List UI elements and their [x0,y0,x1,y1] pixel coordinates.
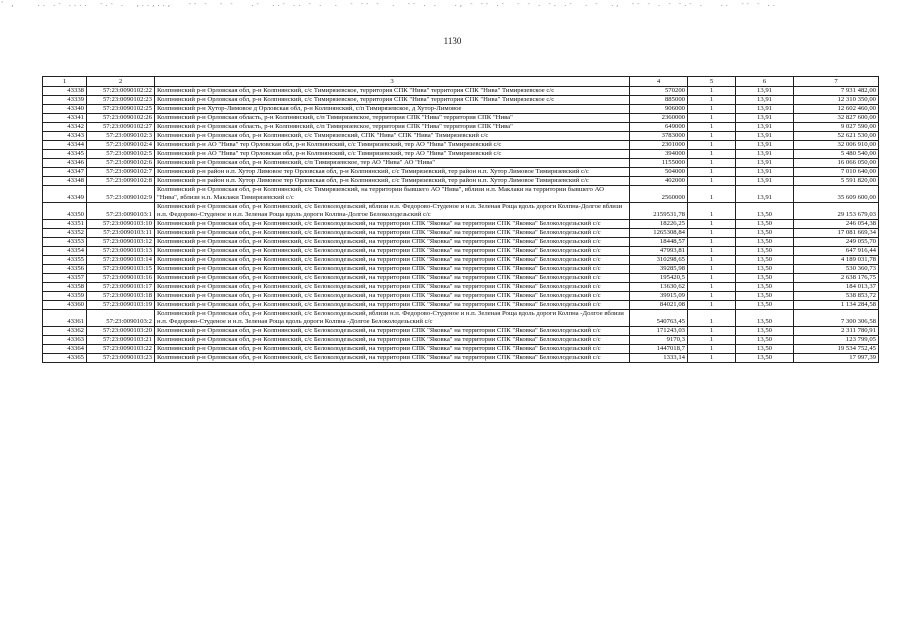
cadastral-number-cell: 57:23:0090103:22 [87,345,155,354]
row-number-cell: 43357 [43,274,87,283]
cadastral-number-cell: 57:23:0090103:2 [87,310,155,327]
value-cell: 249 055,70 [794,238,879,247]
quantity-cell: 1 [688,274,736,283]
row-number-cell: 43348 [43,177,87,186]
address-cell: Колпнянский р-н Орловская обл, р-н Колпнянский, с/с Тимирязевское, территория СПК "Нива" территория СПК "Нива" Тимирязевское с/с [155,96,630,105]
row-number-cell: 43352 [43,229,87,238]
address-cell: Колпнянский р-н Орловская обл, р-н Колпнянский, с/с Белоколодезьский, на территории СПК "Яковка" на территории СПК "Яковка" Белоколодезьский с/с [155,274,630,283]
quantity-cell: 1 [688,283,736,292]
rate-cell: 13,50 [736,247,794,256]
column-header-3: 3 [155,77,630,87]
value-cell: 7 931 482,00 [794,87,879,96]
value-cell: 123 799,05 [794,336,879,345]
scan-artifact-strip: ' , .. .- .... -.- . ,..,.., -- - - - .- ..- .. - . . - -- - . -- . . ., - -- .- - - . -. .- . - ., -- - . - -.- . .. -- - .. [0,0,777,8]
rate-cell: 13,91 [736,186,794,203]
address-cell: Колпнянский р-н Орловская обл, р-н Колпнянский, с/с Белоколодезьский, на территории СПК "Яковка" на территории СПК "Яковка" Белоколодезьский с/с [155,265,630,274]
rate-cell: 13,50 [736,292,794,301]
value-cell: 184 013,37 [794,283,879,292]
cadastral-number-cell: 57:23:0090102:4 [87,141,155,150]
address-cell: Колпнянский р-н Орловская обл, р-н Колпнянский, с/с Белоколодезьский, на территории СПК "Яковка" на территории СПК "Яковка" Белоколодезьский с/с [155,336,630,345]
value-cell: 32 006 910,00 [794,141,879,150]
value-cell: 647 916,44 [794,247,879,256]
table-row [43,87,879,96]
area-cell: 1333,14 [630,354,688,363]
table-row [43,238,879,247]
rate-cell: 13,50 [736,345,794,354]
value-cell: 19 534 752,45 [794,345,879,354]
cadastral-number-cell: 57:23:0090103:23 [87,354,155,363]
row-number-cell: 43349 [43,186,87,203]
area-cell: 402000 [630,177,688,186]
row-number-cell: 43345 [43,150,87,159]
area-cell: 47993,81 [630,247,688,256]
value-cell: 16 066 050,00 [794,159,879,168]
area-cell: 1155000 [630,159,688,168]
address-cell: Колпнянский р-н район н.п. Хутор Лимовое тер Орловская обл, р-н Колпнянский, с/с Тимирязевский, тер район н.п. Хутор Лимовое Тимирязевский с/с [155,168,630,177]
quantity-cell: 1 [688,123,736,132]
rate-cell: 13,50 [736,301,794,310]
cadastral-number-cell: 57:23:0090103:1 [87,203,155,220]
row-number-cell: 43341 [43,114,87,123]
value-cell: 17 997,39 [794,354,879,363]
area-cell: 39285,98 [630,265,688,274]
value-cell: 7 010 640,00 [794,168,879,177]
address-cell: Колпнянский р-н АО "Нива" тер Орловская обл, р-н Колпнянский, с/с Тимирязевский, тер АО "Нива" Тимирязевский с/с [155,141,630,150]
row-number-cell: 43365 [43,354,87,363]
area-cell: 84021,08 [630,301,688,310]
quantity-cell: 1 [688,238,736,247]
address-cell: Колпнянский р-н Орловская обл, р-н Колпнянский, с/с Белоколодезьский, на территории СПК "Яковка" на территории СПК "Яковка" Белоколодезьский с/с [155,247,630,256]
area-cell: 18448,57 [630,238,688,247]
area-cell: 39915,09 [630,292,688,301]
address-cell: Колпнянский р-н АО "Нива" тер Орловская обл, р-н Колпнянский, с/с Тимирязевский, тер АО "Нива" Тимирязевский с/с [155,150,630,159]
address-cell: Колпнянский р-н Орловская обл, р-н Колпнянский, с/с Белоколодезьский, на территории СПК "Яковка" на территории СПК "Яковка" Белоколодезьский с/с [155,256,630,265]
value-cell: 9 027 590,00 [794,123,879,132]
row-number-cell: 43350 [43,203,87,220]
cadastral-number-cell: 57:23:0090103:20 [87,327,155,336]
cadastral-number-cell: 57:23:0090102:8 [87,177,155,186]
quantity-cell: 1 [688,256,736,265]
quantity-cell: 1 [688,265,736,274]
area-cell: 195420,5 [630,274,688,283]
value-cell: 35 609 600,00 [794,186,879,203]
address-cell: Колпнянский р-н Орловская обл, р-н Колпнянский, с/с Тимирязевское, территория СПК "Нива" территория СПК "Нива" Тимирязевское с/с [155,87,630,96]
column-header-7: 7 [794,77,879,87]
rate-cell: 13,50 [736,310,794,327]
rate-cell: 13,50 [736,203,794,220]
area-cell: 394000 [630,150,688,159]
rate-cell: 13,91 [736,141,794,150]
table-row [43,310,879,327]
table-row [43,256,879,265]
address-cell: Колпнянский р-н Орловская область, р-н Колпнянский, с/п Тимирязевское, территория СПК "Нива" территория СПК "Нива" [155,114,630,123]
address-cell: Колпнянский р-н район н.п. Хутор Лимовое тер Орловская обл, р-н Колпнянский, с/с Тимирязевский, тер район н.п. Хутор Лимовое Тимирязевский с/с [155,177,630,186]
quantity-cell: 1 [688,345,736,354]
area-cell: 2560000 [630,186,688,203]
value-cell: 538 853,72 [794,292,879,301]
rate-cell: 13,50 [736,336,794,345]
value-cell: 12 310 350,00 [794,96,879,105]
address-cell: Колпнянский р-н Орловская обл, р-н Колпнянский, с/с Белоколодезьский, вблизи н.п. Федорово-Студеное и н.п. Зеленая Роща вдоль дороги Колпна -Долгое вблизи н.п. Федорово-Студеное и н.п. Зеленая Роща вдоль дороги Колпна -Долгое Белоколодезьский с/с [155,310,630,327]
column-header-5: 5 [688,77,736,87]
area-cell: 906000 [630,105,688,114]
table-row [43,105,879,114]
area-cell: 18226,25 [630,220,688,229]
area-cell: 2159531,78 [630,203,688,220]
cadastral-number-cell: 57:23:0090103:12 [87,238,155,247]
cadastral-number-cell: 57:23:0090103:16 [87,274,155,283]
quantity-cell: 1 [688,336,736,345]
area-cell: 13630,62 [630,283,688,292]
quantity-cell: 1 [688,186,736,203]
cadastral-number-cell: 57:23:0090102:3 [87,132,155,141]
rate-cell: 13,50 [736,238,794,247]
table-row [43,247,879,256]
quantity-cell: 1 [688,141,736,150]
table-row [43,159,879,168]
table-row [43,336,879,345]
address-cell: Колпнянский р-н Орловская область, р-н Колпнянский, с/п Тимирязевское, территория СПК "Нива" территория СПК "Нива" [155,123,630,132]
table-row [43,114,879,123]
row-number-cell: 43353 [43,238,87,247]
cadastral-number-cell: 57:23:0090103:15 [87,265,155,274]
quantity-cell: 1 [688,114,736,123]
value-cell: 17 081 669,34 [794,229,879,238]
cadastral-number-cell: 57:23:0090102:5 [87,150,155,159]
rate-cell: 13,91 [736,123,794,132]
table-row [43,96,879,105]
area-cell: 540763,45 [630,310,688,327]
quantity-cell: 1 [688,354,736,363]
cadastral-number-cell: 57:23:0090103:19 [87,301,155,310]
quantity-cell: 1 [688,310,736,327]
quantity-cell: 1 [688,229,736,238]
area-cell: 885000 [630,96,688,105]
cadastral-number-cell: 57:23:0090103:13 [87,247,155,256]
value-cell: 246 054,38 [794,220,879,229]
cadastral-number-cell: 57:23:0090102:23 [87,96,155,105]
table-row [43,327,879,336]
row-number-cell: 43359 [43,292,87,301]
cadastral-number-cell: 57:23:0090103:14 [87,256,155,265]
table-row [43,168,879,177]
row-number-cell: 43346 [43,159,87,168]
page-number: 1130 [443,36,462,46]
address-cell: Колпнянский р-н Орловская обл, р-н Колпнянский, с/с Белоколодезьский, на территории СПК "Яковка" на территории СПК "Яковка" Белоколодезьский с/с [155,354,630,363]
quantity-cell: 1 [688,220,736,229]
area-cell: 3783000 [630,132,688,141]
row-number-cell: 43340 [43,105,87,114]
address-cell: Колпнянский р-н Хутор-Лимовое д Орловская обл, р-н Колпнянский, с/п Тимирязевское, д Хутор-Лимовое [155,105,630,114]
rate-cell: 13,50 [736,327,794,336]
row-number-cell: 43342 [43,123,87,132]
rate-cell: 13,91 [736,96,794,105]
value-cell: 7 300 306,58 [794,310,879,327]
address-cell: Колпнянский р-н Орловская обл, р-н Колпнянский, с/с Тимирязевский, на территории бывшего АО "Нива", вблизи н.п. Маклаки на территории бывшего АО "Нива", вблизи н.п. Маклаки Тимирязевский с/с [155,186,630,203]
table-row [43,354,879,363]
area-cell: 2301000 [630,141,688,150]
area-cell: 171243,03 [630,327,688,336]
table-row [43,345,879,354]
quantity-cell: 1 [688,87,736,96]
value-cell: 2 311 780,91 [794,327,879,336]
row-number-cell: 43362 [43,327,87,336]
rate-cell: 13,50 [736,354,794,363]
quantity-cell: 1 [688,177,736,186]
quantity-cell: 1 [688,96,736,105]
quantity-cell: 1 [688,150,736,159]
row-number-cell: 43363 [43,336,87,345]
value-cell: 5 591 820,00 [794,177,879,186]
address-cell: Колпнянский р-н Орловская обл, р-н Колпнянский, с/с Белоколодезьский, на территории СПК "Яковка" на территории СПК "Яковка" Белоколодезьский с/с [155,283,630,292]
address-cell: Колпнянский р-н Орловская обл, р-н Колпнянский, с/с Белоколодезьский, на территории СПК "Яковка" на территории СПК "Яковка" Белоколодезьский с/с [155,301,630,310]
table-row [43,186,879,203]
row-number-cell: 43344 [43,141,87,150]
address-cell: Колпнянский р-н Орловская обл, р-н Колпнянский, с/с Белоколодезьский, на территории СПК "Яковка" на территории СПК "Яковка" Белоколодезьский с/с [155,229,630,238]
rate-cell: 13,91 [736,177,794,186]
address-cell: Колпнянский р-н Орловская обл, р-н Колпнянский, с/с Белоколодезьский, на территории СПК "Яковка" на территории СПК "Яковка" Белоколодезьский с/с [155,220,630,229]
column-header-2: 2 [87,77,155,87]
cadastral-number-cell: 57:23:0090102:9 [87,186,155,203]
row-number-cell: 43355 [43,256,87,265]
row-number-cell: 43343 [43,132,87,141]
rate-cell: 13,50 [736,283,794,292]
row-number-cell: 43339 [43,96,87,105]
table-row [43,203,879,220]
row-number-cell: 43356 [43,265,87,274]
quantity-cell: 1 [688,168,736,177]
row-number-cell: 43354 [43,247,87,256]
cadastral-number-cell: 57:23:0090103:10 [87,220,155,229]
table-row [43,141,879,150]
cadastral-number-cell: 57:23:0090102:22 [87,87,155,96]
rate-cell: 13,91 [736,105,794,114]
rate-cell: 13,50 [736,220,794,229]
table-row [43,301,879,310]
table-row [43,123,879,132]
rate-cell: 13,91 [736,114,794,123]
value-cell: 52 621 530,00 [794,132,879,141]
address-cell: Колпнянский р-н Орловская обл, р-н Колпнянский, с/с Белоколодезьский, на территории СПК "Яковка" на территории СПК "Яковка" Белоколодезьский с/с [155,238,630,247]
row-number-cell: 43364 [43,345,87,354]
address-cell: Колпнянский р-н Орловская обл, р-н Колпнянский, с/с Белоколодезьский, на территории СПК "Яковка" на территории СПК "Яковка" Белоколодезьский с/с [155,327,630,336]
row-number-cell: 43347 [43,168,87,177]
area-cell: 649000 [630,123,688,132]
table-row [43,274,879,283]
address-cell: Колпнянский р-н Орловская обл, р-н Колпнянский, с/с Белоколодезьский, на территории СПК "Яковка" на территории СПК "Яковка" Белоколодезьский с/с [155,292,630,301]
cadastral-number-cell: 57:23:0090103:21 [87,336,155,345]
quantity-cell: 1 [688,105,736,114]
address-cell: Колпнянский р-н Орловская обл, р-н Колпнянский, с/с Тимирязевский, СПК "Нива" СПК "Нива" Тимирязевский с/с [155,132,630,141]
value-cell: 2 638 176,75 [794,274,879,283]
table-row [43,177,879,186]
cadastral-number-cell: 57:23:0090102:7 [87,168,155,177]
row-number-cell: 43351 [43,220,87,229]
rate-cell: 13,91 [736,159,794,168]
area-cell: 1265308,84 [630,229,688,238]
table-row [43,283,879,292]
row-number-cell: 43360 [43,301,87,310]
rate-cell: 13,91 [736,168,794,177]
quantity-cell: 1 [688,203,736,220]
row-number-cell: 43338 [43,87,87,96]
rate-cell: 13,91 [736,150,794,159]
rate-cell: 13,50 [736,229,794,238]
area-cell: 9170,3 [630,336,688,345]
table-row [43,132,879,141]
table-row [43,292,879,301]
column-header-4: 4 [630,77,688,87]
cadastral-number-cell: 57:23:0090102:25 [87,105,155,114]
value-cell: 29 153 679,03 [794,203,879,220]
rate-cell: 13,91 [736,132,794,141]
cadastral-number-cell: 57:23:0090102:26 [87,114,155,123]
cadastral-number-cell: 57:23:0090103:11 [87,229,155,238]
row-number-cell: 43358 [43,283,87,292]
quantity-cell: 1 [688,327,736,336]
cadastral-number-cell: 57:23:0090102:27 [87,123,155,132]
column-header-1: 1 [43,77,87,87]
quantity-cell: 1 [688,301,736,310]
area-cell: 310298,65 [630,256,688,265]
quantity-cell: 1 [688,159,736,168]
table-row [43,265,879,274]
rate-cell: 13,91 [736,87,794,96]
value-cell: 530 360,73 [794,265,879,274]
quantity-cell: 1 [688,292,736,301]
cadastral-number-cell: 57:23:0090103:18 [87,292,155,301]
area-cell: 504000 [630,168,688,177]
cadastral-number-cell: 57:23:0090102:6 [87,159,155,168]
table-row [43,220,879,229]
address-cell: Колпнянский р-н Орловская обл, р-н Колпнянский, с/с Белоколодезьский, на территории СПК "Яковка" на территории СПК "Яковка" Белоколодезьский с/с [155,345,630,354]
value-cell: 4 189 031,78 [794,256,879,265]
value-cell: 1 134 284,58 [794,301,879,310]
address-cell: Колпнянский р-н Орловская обл, р-н Колпнянский, с/п Тимирязевское, тер АО "Нива" АО "Нива" [155,159,630,168]
value-cell: 32 827 600,00 [794,114,879,123]
cadastral-number-cell: 57:23:0090103:17 [87,283,155,292]
quantity-cell: 1 [688,132,736,141]
rate-cell: 13,50 [736,274,794,283]
column-header-6: 6 [736,77,794,87]
quantity-cell: 1 [688,247,736,256]
area-cell: 2360000 [630,114,688,123]
area-cell: 1447018,7 [630,345,688,354]
address-cell: Колпнянский р-н Орловская обл, р-н Колпнянский, с/с Белоколодезьский, вблизи н.п. Федорово-Студеное и н.п. Зеленая Роща вдоль дороги Колпна-Долгое вблизи н.п. Федорово-Студеное и н.п. Зеленая Роща вдоль дороги Колпна-Долгое Белоколодезьский с/с [155,203,630,220]
table-body [43,87,879,363]
row-number-cell: 43361 [43,310,87,327]
rate-cell: 13,50 [736,256,794,265]
table-row [43,150,879,159]
table-header-row [43,77,879,87]
area-cell: 570200 [630,87,688,96]
registry-table [42,76,879,363]
table-row [43,229,879,238]
value-cell: 5 480 540,00 [794,150,879,159]
rate-cell: 13,50 [736,265,794,274]
value-cell: 12 602 460,00 [794,105,879,114]
